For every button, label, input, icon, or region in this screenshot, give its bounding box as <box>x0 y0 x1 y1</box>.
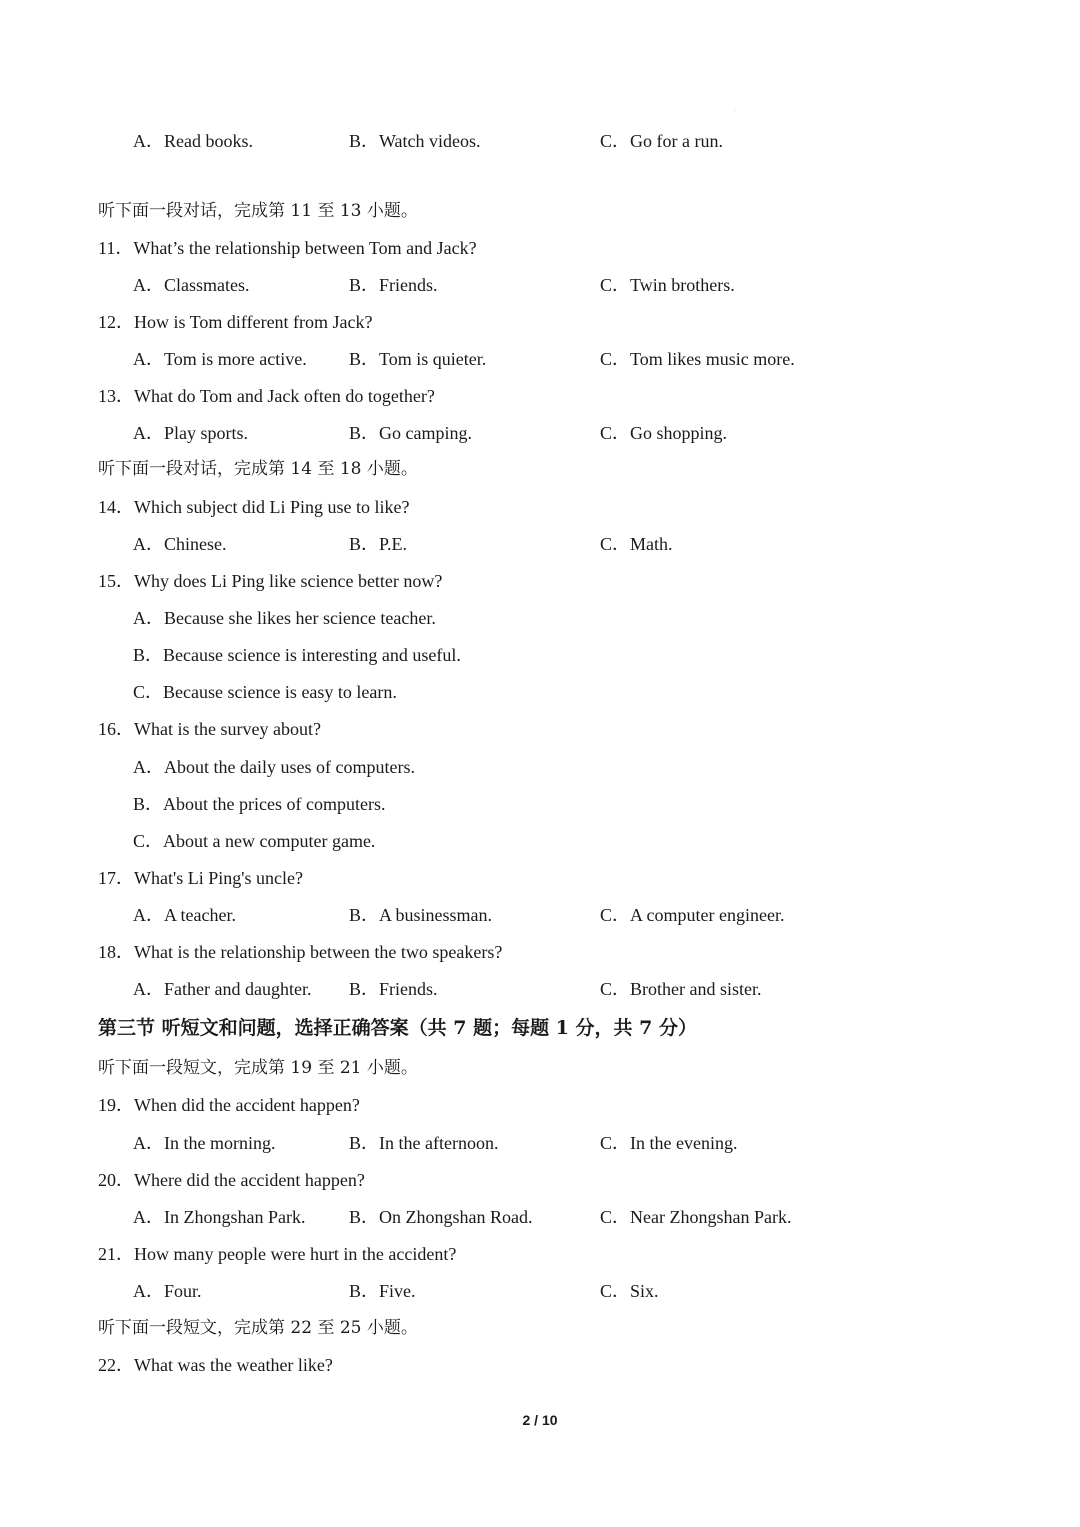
question: 20．Where did the accident happen? <box>98 1170 365 1190</box>
question: 17．What's Li Ping's uncle? <box>98 868 303 888</box>
option-b: B．Five. <box>349 1281 416 1301</box>
option-a: A．Classmates. <box>133 275 250 295</box>
option-line: B．About the prices of computers. <box>133 794 386 814</box>
page-number: 2 / 10 <box>522 1412 558 1428</box>
option-a: A．In Zhongshan Park. <box>133 1207 306 1227</box>
option-line: A．Because she likes her science teacher. <box>133 608 436 628</box>
option-c: C．Math. <box>600 534 673 554</box>
option-b: B．Watch videos. <box>349 131 481 151</box>
question: 15．Why does Li Ping like science better now? <box>98 571 443 591</box>
option-c: C．A computer engineer. <box>600 905 785 925</box>
question: 13．What do Tom and Jack often do together? <box>98 386 435 406</box>
option-a: A．A teacher. <box>133 905 236 925</box>
option-c: C．Six. <box>600 1281 659 1301</box>
question: 12．How is Tom different from Jack? <box>98 312 373 332</box>
option-c: C．Tom likes music more. <box>600 349 795 369</box>
option-line: C．About a new computer game. <box>133 831 376 851</box>
question: 22．What was the weather like? <box>98 1355 333 1375</box>
option-c: C．Brother and sister. <box>600 979 762 999</box>
section-instruction: 听下面一段短文，完成第 19 至 21 小题。 <box>98 1058 418 1078</box>
section-instruction: 听下面一段短文，完成第 22 至 25 小题。 <box>98 1318 418 1338</box>
option-b: B．Tom is quieter. <box>349 349 487 369</box>
question: 14．Which subject did Li Ping use to like? <box>98 497 410 517</box>
question: 19．When did the accident happen? <box>98 1095 360 1115</box>
option-b: B．Friends. <box>349 275 438 295</box>
option-a: A．Play sports. <box>133 423 249 443</box>
option-a: A．Read books. <box>133 131 253 151</box>
option-a: A．Chinese. <box>133 534 227 554</box>
option-c: C．Go shopping. <box>600 423 728 443</box>
option-line: B．Because science is interesting and useful. <box>133 645 461 665</box>
option-c: C．Near Zhongshan Park. <box>600 1207 792 1227</box>
section-instruction: 听下面一段对话，完成第 11 至 13 小题。 <box>98 201 418 221</box>
option-b: B．Go camping. <box>349 423 472 443</box>
section-instruction: 听下面一段对话，完成第 14 至 18 小题。 <box>98 459 418 479</box>
option-c: C．Go for a run. <box>600 131 723 151</box>
option-a: A．Four. <box>133 1281 202 1301</box>
option-c: C．Twin brothers. <box>600 275 735 295</box>
question: 11．What’s the relationship between Tom and Jack? <box>98 238 477 258</box>
option-b: B．Friends. <box>349 979 438 999</box>
option-line: A．About the daily uses of computers. <box>133 757 415 777</box>
option-line: C．Because science is easy to learn. <box>133 682 397 702</box>
question: 18．What is the relationship between the two speakers? <box>98 942 503 962</box>
option-c: C．In the evening. <box>600 1133 738 1153</box>
option-a: A．Tom is more active. <box>133 349 307 369</box>
option-a: A．In the morning. <box>133 1133 276 1153</box>
question: 21．How many people were hurt in the accident? <box>98 1244 457 1264</box>
option-b: B．In the afternoon. <box>349 1133 499 1153</box>
option-b: B．A businessman. <box>349 905 493 925</box>
option-b: B．P.E. <box>349 534 408 554</box>
option-b: B．On Zhongshan Road. <box>349 1207 533 1227</box>
section-heading: 第三节 听短文和问题，选择正确答案（共 7 题；每题 1 分，共 7 分） <box>98 1017 697 1039</box>
option-a: A．Father and daughter. <box>133 979 312 999</box>
scan-mark: · <box>734 108 736 114</box>
question: 16．What is the survey about? <box>98 719 321 739</box>
